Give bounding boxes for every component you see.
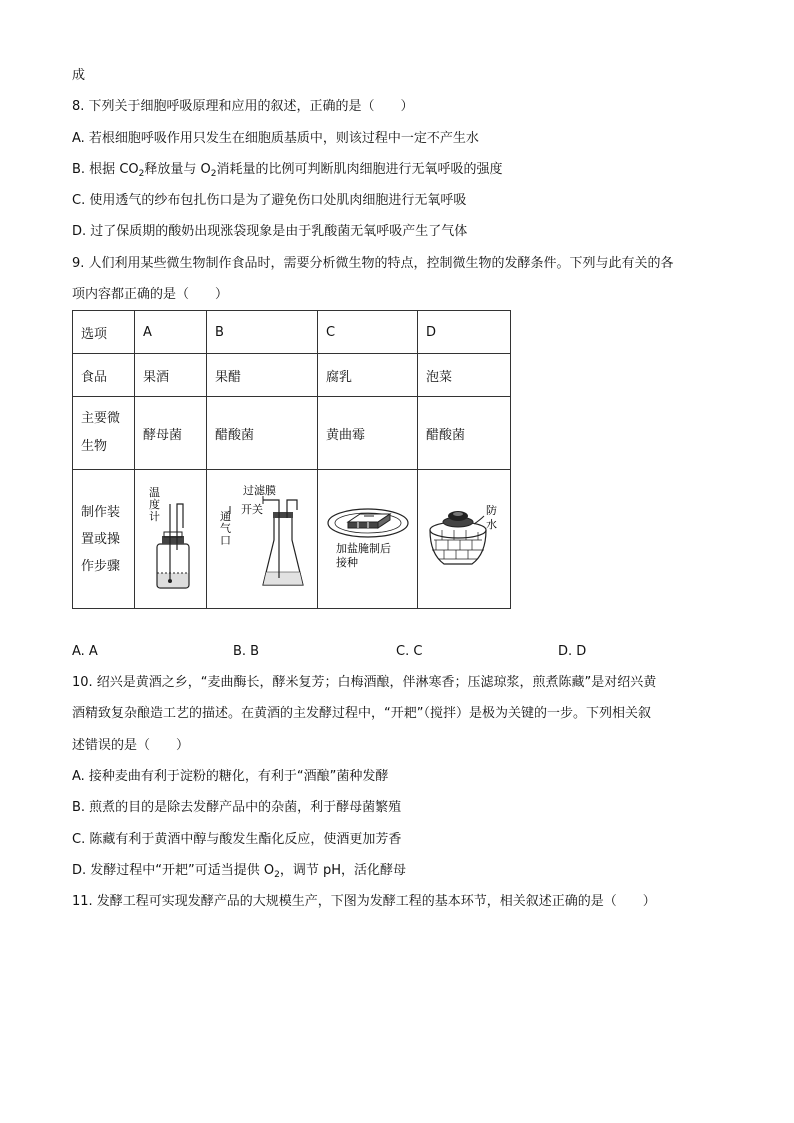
table-cell: C xyxy=(318,311,418,354)
table-cell: 醋酸菌 xyxy=(207,397,318,470)
figure-label: 计 xyxy=(149,510,160,523)
table-row xyxy=(73,311,511,354)
q10-d-part: D. 发酵过程中“开耙”可适当提供 O xyxy=(72,863,275,878)
table-cell: 醋酸菌 xyxy=(418,397,511,470)
label-line: 置或操 xyxy=(81,531,121,547)
q10-stem: 酒精致复杂酿造工艺的描述。在黄酒的主发酵过程中，“开耙”（搅拌）是极为关键的一步。下列相关叙 xyxy=(72,706,651,721)
table-cell xyxy=(135,470,207,609)
q8-option-d: D. 过了保质期的酸奶出现涨袋现象是由于乳酸菌无氧呼吸产生了气体 xyxy=(72,224,468,239)
table-row xyxy=(73,397,511,470)
figure-label: 加盐腌制后 xyxy=(336,542,391,555)
pickle-jar-figure xyxy=(418,470,510,604)
q10-stem: 10. 绍兴是黄酒之乡，“麦曲酶长，酵米复芳；白梅酒酿，伴淋寒香；压滤琼浆，煎煮陈藏”是对绍兴黄 xyxy=(72,675,657,690)
figure-label: 水 xyxy=(486,518,497,531)
wine-fermenter-figure xyxy=(135,470,206,604)
q11-stem: 11. 发酵工程可实现发酵产品的大规模生产，下图为发酵工程的基本环节，相关叙述正确的是（ ） xyxy=(72,894,656,909)
text-line: 成 xyxy=(72,68,86,83)
sufu-plate-figure xyxy=(318,470,417,604)
table-cell: 选项 xyxy=(73,311,135,354)
q8-b-part: 释放量与 O xyxy=(144,162,211,177)
figure-label: 接种 xyxy=(336,556,358,569)
table-cell: 酵母菌 xyxy=(135,397,207,470)
q9-table xyxy=(72,310,511,609)
q8-b-sub: 2 xyxy=(138,169,145,179)
figure-label: 防 xyxy=(486,504,497,517)
q8-b-part: B. 根据 CO xyxy=(72,162,139,177)
q9-options xyxy=(72,642,722,664)
q10-option-d xyxy=(72,861,406,881)
figure-label: 温 xyxy=(149,486,160,499)
table-row xyxy=(73,470,511,609)
figure-label: 过滤膜 xyxy=(243,484,276,497)
table-cell: 黄曲霉 xyxy=(318,397,418,470)
label-line: 制作装 xyxy=(81,504,121,520)
q8-b-sub: 2 xyxy=(210,169,217,179)
q10-stem: 述错误的是（ ） xyxy=(72,738,190,753)
q9-option-a: A. A xyxy=(72,644,98,659)
q8-b-part: 消耗量的比例可判断肌肉细胞进行无氧呼吸的强度 xyxy=(216,162,503,177)
q9-option-c: C. C xyxy=(396,644,423,659)
q9-option-d: D. D xyxy=(558,644,587,659)
table-cell xyxy=(73,397,135,470)
label-line: 主要微 xyxy=(81,411,121,426)
figure-label: 开关 xyxy=(241,503,263,516)
q8-option-c: C. 使用透气的纱布包扎伤口是为了避免伤口处肌肉细胞进行无氧呼吸 xyxy=(72,193,467,208)
q8-option-b xyxy=(72,160,503,180)
figure-label: 气 xyxy=(220,522,231,535)
q10-option-c: C. 陈藏有利于黄酒中醇与酸发生酯化反应，使酒更加芳香 xyxy=(72,832,402,847)
table-cell: A xyxy=(135,311,207,354)
table-cell xyxy=(318,470,418,609)
table-cell xyxy=(418,470,511,609)
table-cell: 泡菜 xyxy=(418,354,511,397)
figure-label: 口 xyxy=(220,534,231,547)
q10-d-sub: 2 xyxy=(274,870,280,880)
table-row xyxy=(73,354,511,397)
q9-option-b: B. B xyxy=(233,644,260,659)
q10-option-a: A. 接种麦曲有利于淀粉的糖化，有利于“酒酿”菌种发酵 xyxy=(72,769,389,784)
q9-stem: 9. 人们利用某些微生物制作食品时，需要分析微生物的特点，控制微生物的发酵条件。下列与此有关的各 xyxy=(72,256,674,271)
table-cell: D xyxy=(418,311,511,354)
table-cell: 果酒 xyxy=(135,354,207,397)
q10-d-part: ，调节 pH，活化酵母 xyxy=(279,863,407,878)
q8-stem: 8. 下列关于细胞呼吸原理和应用的叙述，正确的是（ ） xyxy=(72,99,414,114)
table-cell: B xyxy=(207,311,318,354)
table-cell xyxy=(73,470,135,609)
label-line: 生物 xyxy=(81,439,108,454)
vinegar-fermenter-figure xyxy=(207,470,317,604)
q9-stem: 项内容都正确的是（ ） xyxy=(72,287,229,302)
q8-option-a: A. 若根细胞呼吸作用只发生在细胞质基质中，则该过程中一定不产生水 xyxy=(72,131,479,146)
label-line: 作步骤 xyxy=(81,558,121,574)
table-cell: 食品 xyxy=(73,354,135,397)
figure-label: 度 xyxy=(149,498,160,511)
table-cell xyxy=(207,470,318,609)
table-cell: 果醋 xyxy=(207,354,318,397)
figure-label: 通 xyxy=(220,510,231,523)
table-cell: 腐乳 xyxy=(318,354,418,397)
q10-option-b: B. 煎煮的目的是除去发酵产品中的杂菌，利于酵母菌繁殖 xyxy=(72,800,402,815)
